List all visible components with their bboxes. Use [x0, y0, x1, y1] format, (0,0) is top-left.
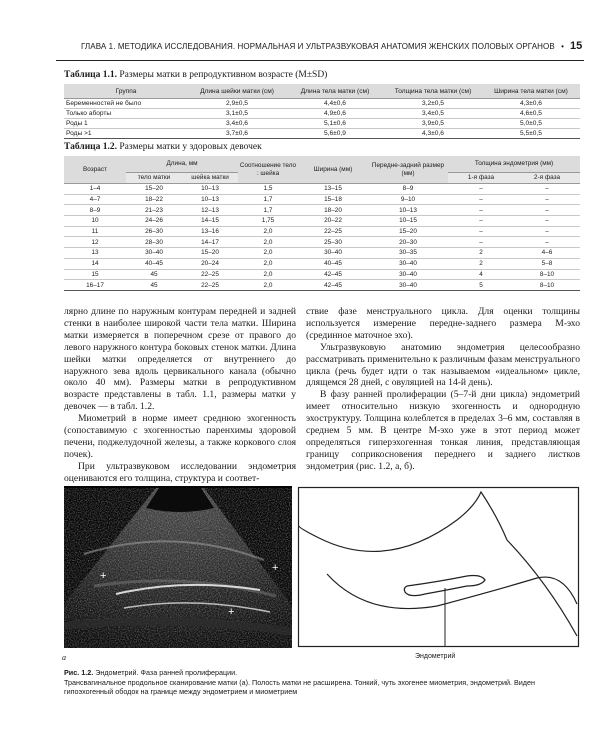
table1-cell: 5,5±0,5: [482, 129, 580, 139]
table2-cell: 8–10: [514, 280, 580, 291]
table1-row: [64, 119, 580, 129]
table2-cell: –: [448, 216, 514, 227]
running-header: [0, 40, 600, 58]
table2-cell: 45: [126, 269, 182, 280]
table2-cell: 13–15: [298, 184, 368, 195]
running-title: ГЛАВА 1. МЕТОДИКА ИССЛЕДОВАНИЯ. НОРМАЛЬНАЯ И УЛЬТРАЗВУКОВАЯ АНАТОМИЯ ЖЕНСКИХ ПОЛОВЫХ ОРГАНОВ •: [80, 42, 564, 51]
table2-cell: 28–30: [126, 237, 182, 248]
figure-caption-text: Трансвагинальное продольное сканирование матки (а). Полость матки не расширена. Тонкий, чуть эхогенее миометрия, эндометрий. Виден гипоэхогенный ободок на границе между эндометрием и миометрием: [64, 677, 535, 697]
table1-cell: 4,6±0,5: [482, 109, 580, 119]
table2-cell: 12: [64, 237, 126, 248]
col-body-length: тело матки: [126, 173, 182, 184]
table2-caption: [64, 142, 262, 152]
table2-cell: 2: [448, 258, 514, 269]
table2-cell: 11: [64, 226, 126, 237]
table2-cell: 2,0: [238, 237, 298, 248]
table1-caption: [64, 70, 327, 80]
table1-cell: 4,9±0,6: [286, 109, 384, 119]
table2-cell: 40–45: [126, 258, 182, 269]
figure-caption-title-line: [64, 668, 584, 678]
col-endometrium: Толщина эндометрия (мм): [448, 156, 580, 173]
table1-cell: 3,1±0,5: [188, 109, 286, 119]
table2-cell: 10–15: [368, 216, 448, 227]
table2-cell: 1,5: [238, 184, 298, 195]
col-width: Ширина (мм): [298, 156, 368, 184]
table2-cell: –: [448, 205, 514, 216]
table1-cell: 5,6±0,9: [286, 129, 384, 139]
table2-cell: –: [448, 226, 514, 237]
table2-cell: 18–22: [126, 194, 182, 205]
table2-cell: 10: [64, 216, 126, 227]
col-age: Возраст: [64, 156, 126, 184]
header-bullet: •: [561, 42, 564, 51]
measure-marker-3: +: [228, 606, 235, 618]
table2-cell: 20–22: [298, 216, 368, 227]
table2-cell: 30–40: [126, 248, 182, 259]
endometrium-label: Эндометрий: [415, 653, 456, 660]
paragraph: В фазу ранней пролиферации (5–7-й дни цикла) эндометрий имеет относительно низкую эхогенность и однородную эхоструктуру. Толщина колеблется в пределах 3–6 мм, составляя в среднем 5 мм. В центре М-эхо уже в этот период может определяться гиперэхогенная тонкая линия, представляющая границу соприкосновения переднего и заднего листков эндометрия (рис. 1.2, а, б).: [306, 389, 580, 472]
col-ratio: Соотношение тело : шейка: [238, 156, 298, 184]
table1-row: [64, 99, 580, 109]
table1-cell: 4,4±0,6: [286, 99, 384, 109]
table2-cell: 14: [64, 258, 126, 269]
table2-cell: 18–20: [298, 205, 368, 216]
table2-row: [64, 237, 580, 248]
left-text-column: [64, 306, 296, 485]
schematic-drawing: [297, 486, 580, 648]
table2-cell: –: [514, 226, 580, 237]
table2-cell: –: [448, 194, 514, 205]
table2-cell: 5–8: [514, 258, 580, 269]
table2-cell: –: [448, 184, 514, 195]
table2-cell: 2,0: [238, 280, 298, 291]
table2-cell: 9–10: [368, 194, 448, 205]
table1-header-row: [64, 84, 580, 99]
table2-cell: 10–13: [182, 194, 238, 205]
table2-cell: 1,7: [238, 205, 298, 216]
col-phase-2: 2-я фаза: [514, 173, 580, 184]
table1-cell: 3,7±0,6: [188, 129, 286, 139]
table2-cell: 2,0: [238, 258, 298, 269]
table2-cell: 10–13: [368, 205, 448, 216]
table2-cell: 20–24: [182, 258, 238, 269]
paragraph: ствие фазе менструального цикла. Для оценки толщины используется измерение передне-заднего размера М-эхо (срединное маточное эхо).: [306, 306, 580, 341]
table2-cell: 10–13: [182, 184, 238, 195]
page-number: 15: [570, 40, 583, 52]
table2-cell: 42–45: [298, 280, 368, 291]
table2-cell: 30–40: [368, 280, 448, 291]
table2-cell: –: [514, 184, 580, 195]
table2-row: [64, 226, 580, 237]
table2-cell: 1,7: [238, 194, 298, 205]
table2-cell: 15–20: [182, 248, 238, 259]
paragraph: Миометрий в норме имеет среднюю эхогенность (сопоставимую с эхогенностью паренхимы здоровой печени, поджелудочной железы, а также коркового слоя почек).: [64, 413, 296, 460]
table2-cell: 22–25: [182, 280, 238, 291]
table2-row: [64, 216, 580, 227]
paragraph: При ультразвуковом исследовании эндометрия оцениваются его толщина, структура и соответ-: [64, 460, 296, 484]
paragraph: Ультразвуковую анатомию эндометрия целесообразно рассматривать применительно к различным фазам менструального цикла (речь будет идти о так называемом «идеальном» цикле, длящемся 28 дней, с овуляцией на 14-й день).: [306, 341, 580, 389]
table2-cell: 13–16: [182, 226, 238, 237]
table2-cell: 5: [448, 280, 514, 291]
table2: [64, 156, 580, 291]
table2-cell: –: [448, 237, 514, 248]
table2-row: [64, 258, 580, 269]
ultrasound-image: [64, 486, 292, 648]
table2-cell: 22–25: [298, 226, 368, 237]
table1-cell: 3,2±0,5: [384, 99, 482, 109]
table1-cell: 2,9±0,5: [188, 99, 286, 109]
ultrasound-scan: [64, 486, 292, 648]
header-rule: [56, 60, 584, 61]
table2-cell: 30–40: [368, 258, 448, 269]
table2-cell: 45: [126, 280, 182, 291]
table2-cell: 30–40: [368, 269, 448, 280]
col-phase-1: 1-я фаза: [448, 173, 514, 184]
table2-cell: 4–6: [514, 248, 580, 259]
table1-col-header: Длина шейки матки (см): [188, 84, 286, 99]
col-ap-size: Передне-задний размер (мм): [368, 156, 448, 184]
right-text-column: [306, 306, 580, 473]
table2-header-row-1: [64, 156, 580, 173]
table2-cell: 22–25: [182, 269, 238, 280]
paragraph: лярно длине по наружным контурам передней и задней стенки в наиболее широкой части тела матки. Ширина матки измеряется в поперечном срезе от правого до левого наружного контура боковых стенок матки. Длина шейки матки определяется от внутреннего до наружного зева вдоль цервикального канала (обычно около 40 мм). Размеры матки в репродуктивном возрасте представлены в табл. 1.1, размеры матки у девочек — в табл. 1.2.: [64, 306, 296, 413]
table1-cell: 3,9±0,5: [384, 119, 482, 129]
table2-cell: 8–9: [64, 205, 126, 216]
table1-row: [64, 129, 580, 139]
table2-row: [64, 269, 580, 280]
table2-cell: 25–30: [298, 237, 368, 248]
table1-cell: Только аборты: [64, 109, 188, 119]
measure-marker-2: +: [272, 562, 279, 574]
table1-col-header: Ширина тела матки (см): [482, 84, 580, 99]
table1-col-header: Толщина тела матки (см): [384, 84, 482, 99]
table2-row: [64, 248, 580, 259]
table1-col-header: Группа: [64, 84, 188, 99]
table1-cell: Роды 1: [64, 119, 188, 129]
col-length: Длина, мм: [126, 156, 238, 173]
table2-cell: 8–10: [514, 269, 580, 280]
table2-row: [64, 184, 580, 195]
table2-cell: 30–40: [298, 248, 368, 259]
table2-cell: –: [514, 237, 580, 248]
table1-cell: 4,3±0,6: [384, 129, 482, 139]
table2-cell: 1,75: [238, 216, 298, 227]
table2-cell: 16–17: [64, 280, 126, 291]
table2-cell: 42–45: [298, 269, 368, 280]
table2-cell: 15: [64, 269, 126, 280]
table2-cell: 26–30: [126, 226, 182, 237]
table2-cell: 2,0: [238, 269, 298, 280]
table2-cell: 15–18: [298, 194, 368, 205]
table1-cell: 5,1±0,6: [286, 119, 384, 129]
table1-cell: 4,3±0,6: [482, 99, 580, 109]
table2-cell: 13: [64, 248, 126, 259]
table2-cell: 4: [448, 269, 514, 280]
table2-cell: 30–35: [368, 248, 448, 259]
table2-row: [64, 205, 580, 216]
table2-row: [64, 194, 580, 205]
uterus-schematic: [297, 486, 580, 648]
table2-cell: 2,0: [238, 226, 298, 237]
table1: [64, 84, 580, 139]
table2-cell: 15–20: [368, 226, 448, 237]
table1-col-header: Длина тела матки (см): [286, 84, 384, 99]
table1-caption-text: Размеры матки в репродуктивном возрасте (M±SD): [119, 70, 328, 80]
table2-cell: 4–7: [64, 194, 126, 205]
table2-caption-text: Размеры матки у здоровых девочек: [119, 142, 262, 152]
table2-cell: 8–9: [368, 184, 448, 195]
table2-row: [64, 280, 580, 291]
table2-cell: 2: [448, 248, 514, 259]
table2-cell: 14–15: [182, 216, 238, 227]
table1-cell: 5,0±0,5: [482, 119, 580, 129]
table2-caption-label: Таблица 1.2.: [64, 142, 118, 152]
figure-caption-label: Рис. 1.2.: [64, 668, 94, 677]
table1-cell: 3,4±0,6: [188, 119, 286, 129]
table2-cell: –: [514, 194, 580, 205]
table2-cell: 21–23: [126, 205, 182, 216]
table2-cell: 24–26: [126, 216, 182, 227]
table2-cell: 40–45: [298, 258, 368, 269]
table2-cell: 15–20: [126, 184, 182, 195]
table2-cell: 20–30: [368, 237, 448, 248]
table1-row: [64, 109, 580, 119]
table2-cell: 12–13: [182, 205, 238, 216]
table2-cell: –: [514, 205, 580, 216]
table2-cell: 14–17: [182, 237, 238, 248]
table1-cell: 3,4±0,5: [384, 109, 482, 119]
figure-caption: [64, 668, 584, 697]
table1-caption-label: Таблица 1.1.: [64, 70, 118, 80]
table2-cell: 2,0: [238, 248, 298, 259]
table2-cell: –: [514, 216, 580, 227]
table1-cell: Роды >1: [64, 129, 188, 139]
table2-cell: 1–4: [64, 184, 126, 195]
figure-letter-a: а: [62, 653, 66, 662]
table1-cell: Беременностей не было: [64, 99, 188, 109]
col-cervix-length: шейка матки: [182, 173, 238, 184]
measure-marker-1: +: [100, 570, 107, 582]
figure-caption-title: Эндометрий. Фаза ранней пролиферации.: [95, 668, 238, 677]
